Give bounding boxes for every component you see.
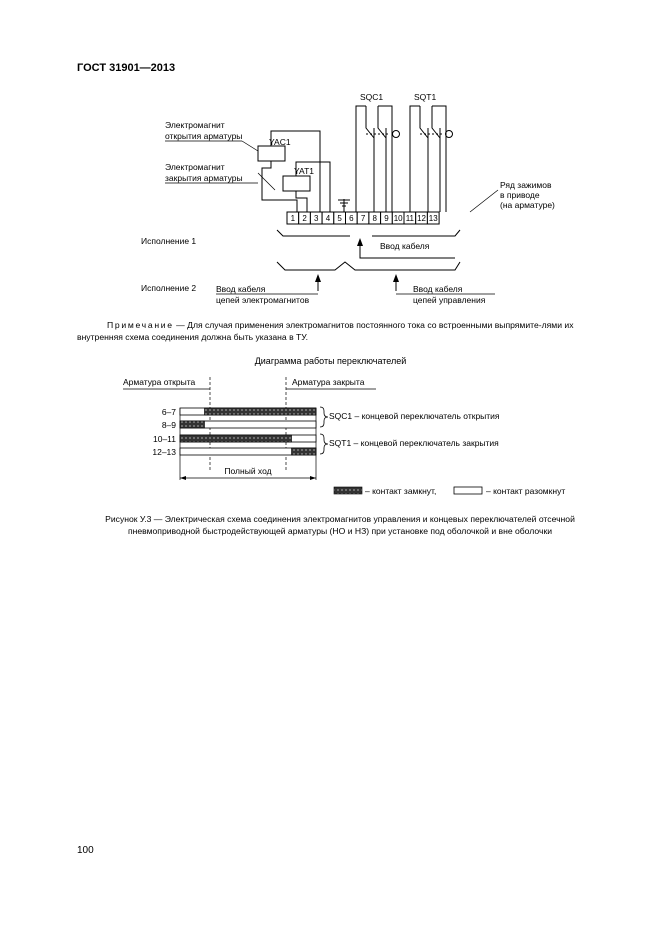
terminal-number: 6 xyxy=(349,214,354,223)
terminal-number: 10 xyxy=(393,214,403,223)
terminal-number: 7 xyxy=(360,214,366,223)
svg-text:SQC1: SQC1 xyxy=(360,92,384,102)
svg-text:Электромагнит: Электромагнит xyxy=(165,162,225,172)
figure-caption: Рисунок У.3 — Электрическая схема соединения электромагнитов управления и концевых переключателей отсечной пневмоприводной быстродействующей арматуры (НО и НЗ) при установке под оболочкой и вне оболочки xyxy=(105,514,575,536)
em-open-label xyxy=(165,120,242,141)
svg-text:цепей управления: цепей управления xyxy=(413,295,486,305)
ground-icon xyxy=(338,199,350,212)
switch-sqc1 xyxy=(356,106,400,212)
svg-text:Полный ход: Полный ход xyxy=(224,466,272,476)
note-label: Примечание xyxy=(107,320,174,330)
switch-row-closed-segment xyxy=(180,421,204,428)
svg-text:Ввод кабеля: Ввод кабеля xyxy=(413,284,463,294)
diagram-title: Диаграмма работы переключателей xyxy=(254,356,407,366)
svg-text:SQT1: SQT1 xyxy=(414,92,437,102)
variant1-label: Исполнение 1 xyxy=(141,236,197,246)
terminal-number: 9 xyxy=(384,214,389,223)
terminal-number: 11 xyxy=(405,214,415,223)
svg-text:в приводе: в приводе xyxy=(500,190,540,200)
switch-row-closed-segment xyxy=(180,435,292,442)
variant2-label: Исполнение 2 xyxy=(141,283,197,293)
terminal-number: 12 xyxy=(417,214,427,223)
terminal-number: 3 xyxy=(314,214,319,223)
svg-text:Ввод кабеля: Ввод кабеля xyxy=(216,284,266,294)
switch-row-label: 12–13 xyxy=(152,447,176,457)
switch-sqt1 xyxy=(410,106,453,212)
switch-diagram xyxy=(123,377,565,496)
svg-text:SQC1 – концевой переключатель: SQC1 – концевой переключатель открытия xyxy=(329,411,500,421)
terminal-number: 1 xyxy=(290,214,296,223)
cable-ctrl-label xyxy=(413,284,486,305)
svg-text:Ряд зажимов: Ряд зажимов xyxy=(500,180,552,190)
note xyxy=(77,319,617,343)
svg-text:– контакт замкнут,: – контакт замкнут, xyxy=(365,486,437,496)
terminal-number: 13 xyxy=(428,214,438,223)
svg-text:Электромагнит: Электромагнит xyxy=(165,120,225,130)
terminal-number: 5 xyxy=(337,214,342,223)
svg-text:Арматура закрыта: Арматура закрыта xyxy=(292,377,365,387)
switch-row-label: 8–9 xyxy=(161,420,176,430)
coil-yat1 xyxy=(283,176,310,191)
svg-text:Арматура открыта: Арматура открыта xyxy=(123,377,196,387)
svg-text:YAT1: YAT1 xyxy=(294,166,314,176)
switch-row-label: 10–11 xyxy=(152,434,176,444)
svg-text:YAC1: YAC1 xyxy=(269,137,291,147)
terminal-number: 8 xyxy=(372,214,377,223)
em-close-label xyxy=(165,162,243,183)
cable-em-label xyxy=(216,284,310,305)
svg-text:(на арматуре): (на арматуре) xyxy=(500,200,555,210)
coil-yac1 xyxy=(258,146,285,161)
terminal-row-label xyxy=(500,180,555,210)
switch-row-closed-segment xyxy=(292,448,316,455)
svg-text:открытия арматуры: открытия арматуры xyxy=(165,131,243,141)
terminal-block xyxy=(287,212,439,224)
switch-row-closed-segment xyxy=(204,408,316,415)
terminal-number: 4 xyxy=(325,214,331,223)
page-header: ГОСТ 31901—2013 xyxy=(77,62,176,74)
terminal-number: 2 xyxy=(302,214,307,223)
svg-text:цепей электромагнитов: цепей электромагнитов xyxy=(216,295,310,305)
note-text: — Для случая применения электромагнитов постоянного тока со встроенными выпрямите-лями их внутренняя схема соединения должна быть указана в ТУ. xyxy=(77,320,574,342)
svg-text:– контакт разомкнут: – контакт разомкнут xyxy=(486,486,566,496)
svg-text:закрытия арматуры: закрытия арматуры xyxy=(165,173,243,183)
page-number: 100 xyxy=(77,845,94,856)
cable-entry-label: Ввод кабеля xyxy=(380,241,430,251)
switch-row-label: 6–7 xyxy=(161,407,176,417)
svg-text:SQT1 – концевой переключатель: SQT1 – концевой переключатель закрытия xyxy=(329,438,499,448)
